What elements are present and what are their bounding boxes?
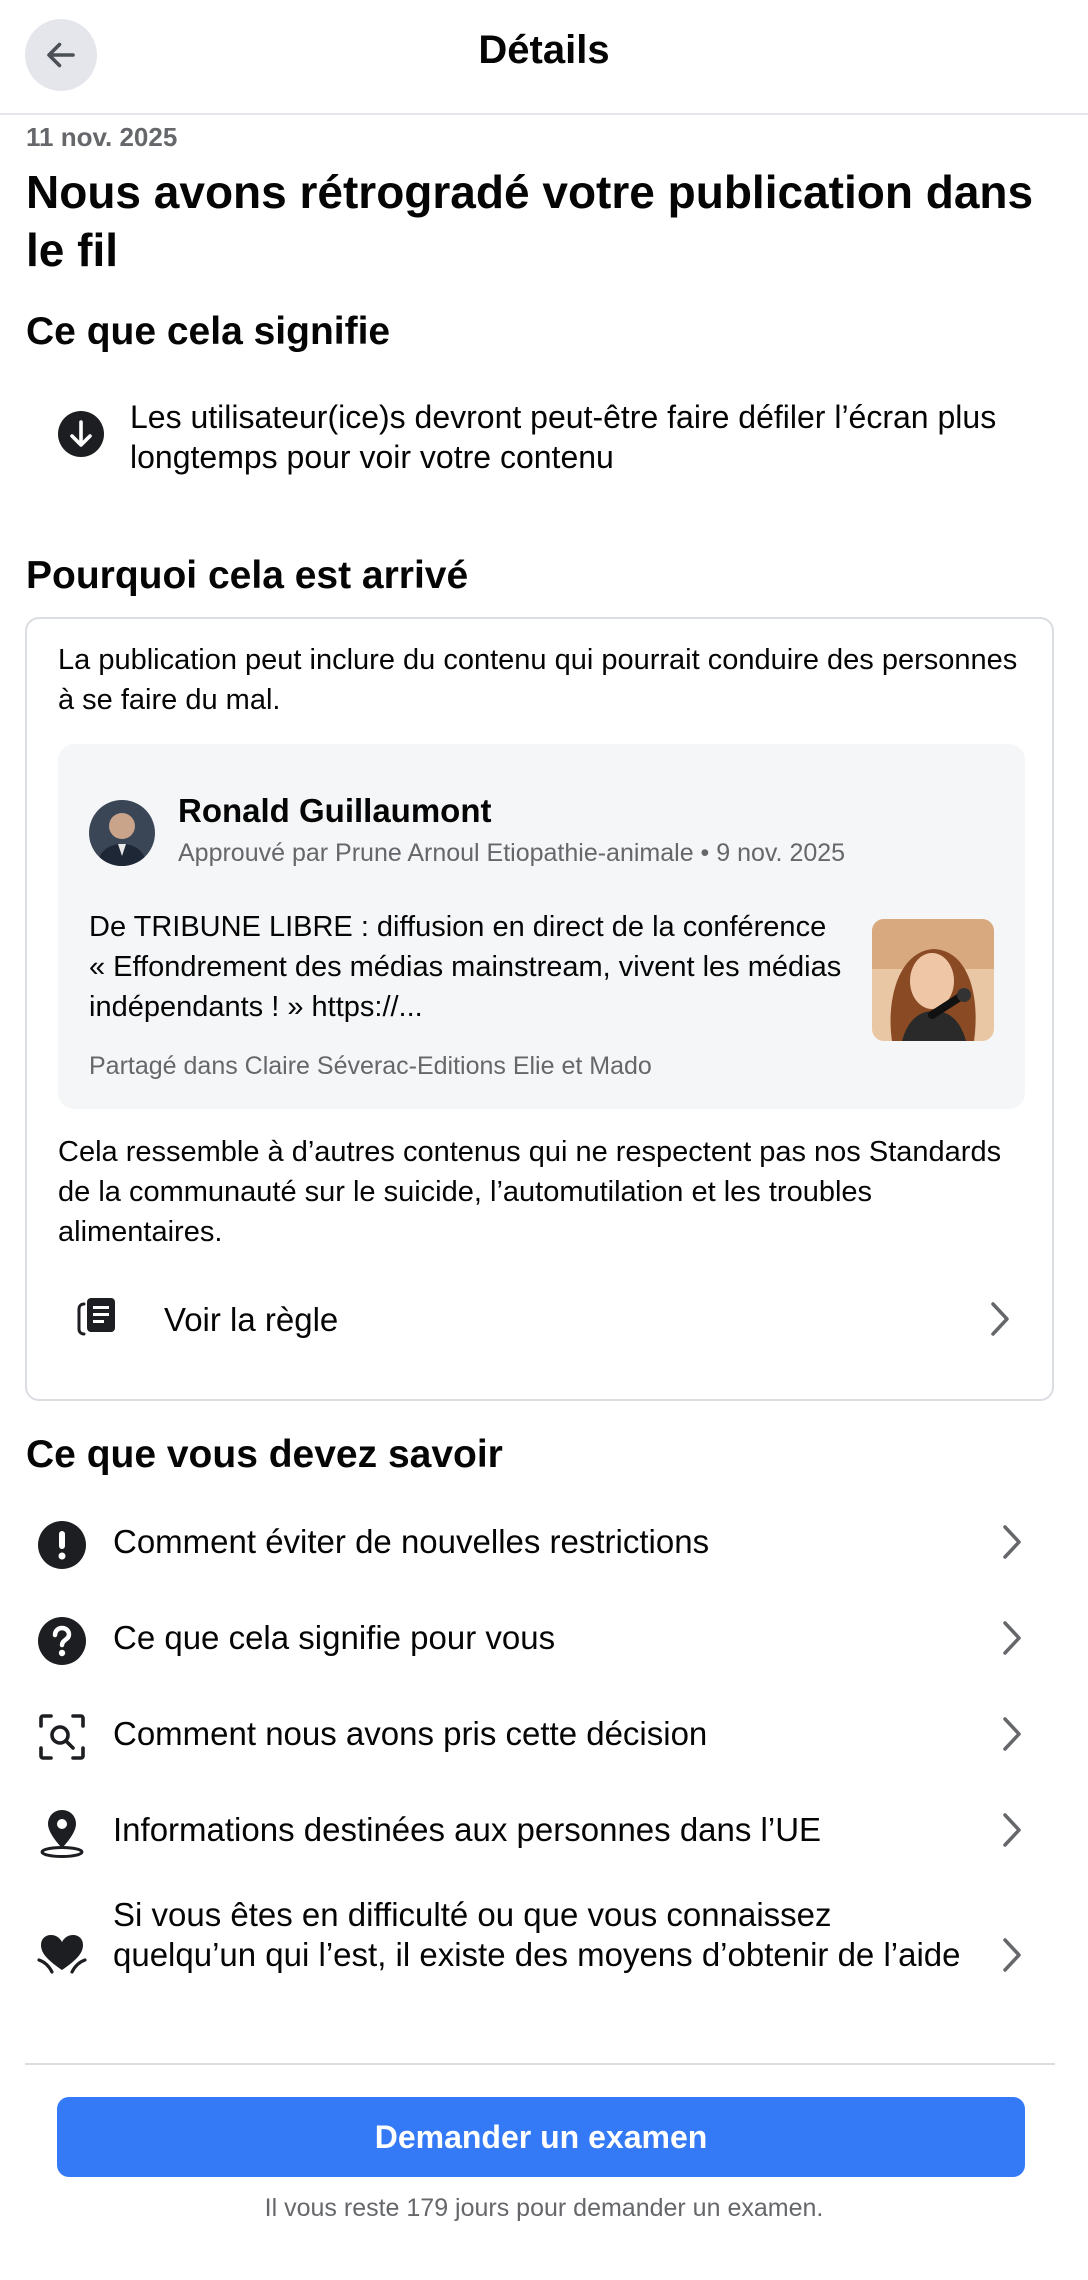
info-row-help[interactable] xyxy=(25,1890,1063,2020)
why-card xyxy=(25,617,1054,1401)
review-deadline-note: Il vous reste 179 jours pour demander un examen. xyxy=(264,2194,824,2222)
meaning-heading: Ce que cela signifie xyxy=(26,310,391,353)
rulebook-icon xyxy=(75,1295,119,1339)
top-bar xyxy=(0,0,1088,115)
meaning-text: Les utilisateur(ice)s devront peut-être faire défiler l’écran plus longtemps pour voir votre contenu xyxy=(130,399,997,475)
post-meta: Approuvé par Prune Arnoul Etiopathie-animale • 9 nov. 2025 xyxy=(178,839,846,867)
chevron-right-icon xyxy=(997,1810,1027,1850)
info-row-label: Informations destinées aux personnes dans l’UE xyxy=(113,1811,822,1848)
question-icon xyxy=(37,1616,87,1666)
chevron-right-icon xyxy=(997,1714,1027,1754)
chevron-right-icon xyxy=(997,1618,1027,1658)
page-title: Détails xyxy=(478,28,610,72)
avatar xyxy=(89,800,155,866)
info-row-label: Si vous êtes en difficulté ou que vous connaissez quelqu’un qui l’est, il existe des moyens d’obtenir de l’aide xyxy=(113,1896,961,1973)
chevron-right-icon xyxy=(997,1935,1027,1975)
why-outro-text: Cela ressemble à d’autres contenus qui ne respectent pas nos Standards de la communauté sur le suicide, l’automutilation et les troubles alimentaires. xyxy=(58,1136,1002,1248)
post-preview[interactable] xyxy=(58,744,1025,1109)
info-row-label: Comment éviter de nouvelles restrictions xyxy=(113,1523,710,1560)
info-row-label: Ce que cela signifie pour vous xyxy=(113,1619,556,1656)
post-text: De TRIBUNE LIBRE : diffusion en direct de la conférence « Effondrement des médias mainstream, vivent les médias indépendants ! » https://... xyxy=(89,911,842,1023)
chevron-right-icon xyxy=(997,1522,1027,1562)
search-person-icon xyxy=(37,1712,87,1762)
chevron-right-icon xyxy=(985,1299,1015,1339)
info-row-eu[interactable] xyxy=(25,1798,1063,1862)
know-heading: Ce que vous devez savoir xyxy=(26,1433,503,1476)
post-thumbnail xyxy=(872,919,994,1041)
divider xyxy=(25,2063,1055,2065)
post-author: Ronald Guillaumont xyxy=(178,792,492,829)
request-review-button[interactable]: Demander un examen xyxy=(57,2097,1025,2177)
post-shared-in: Partagé dans Claire Séverac-Editions Elie et Mado xyxy=(89,1052,652,1080)
view-rule-button[interactable] xyxy=(47,1279,1037,1359)
heart-hands-icon xyxy=(37,1930,87,1980)
location-pin-icon xyxy=(37,1806,87,1858)
info-row-restrictions[interactable] xyxy=(25,1510,1063,1574)
date-label: 11 nov. 2025 xyxy=(26,122,178,152)
arrow-down-circle-icon xyxy=(57,410,105,463)
exclamation-icon xyxy=(37,1520,87,1570)
why-intro-text: La publication peut inclure du contenu qui pourrait conduire des personnes à se faire du mal. xyxy=(58,644,1018,716)
info-row-meaning[interactable] xyxy=(25,1606,1063,1670)
view-rule-label: Voir la règle xyxy=(164,1301,339,1338)
main-title: Nous avons rétrogradé votre publication dans le fil xyxy=(26,166,1034,276)
info-row-label: Comment nous avons pris cette décision xyxy=(113,1715,708,1752)
info-row-decision[interactable] xyxy=(25,1702,1063,1766)
why-heading: Pourquoi cela est arrivé xyxy=(26,554,469,597)
